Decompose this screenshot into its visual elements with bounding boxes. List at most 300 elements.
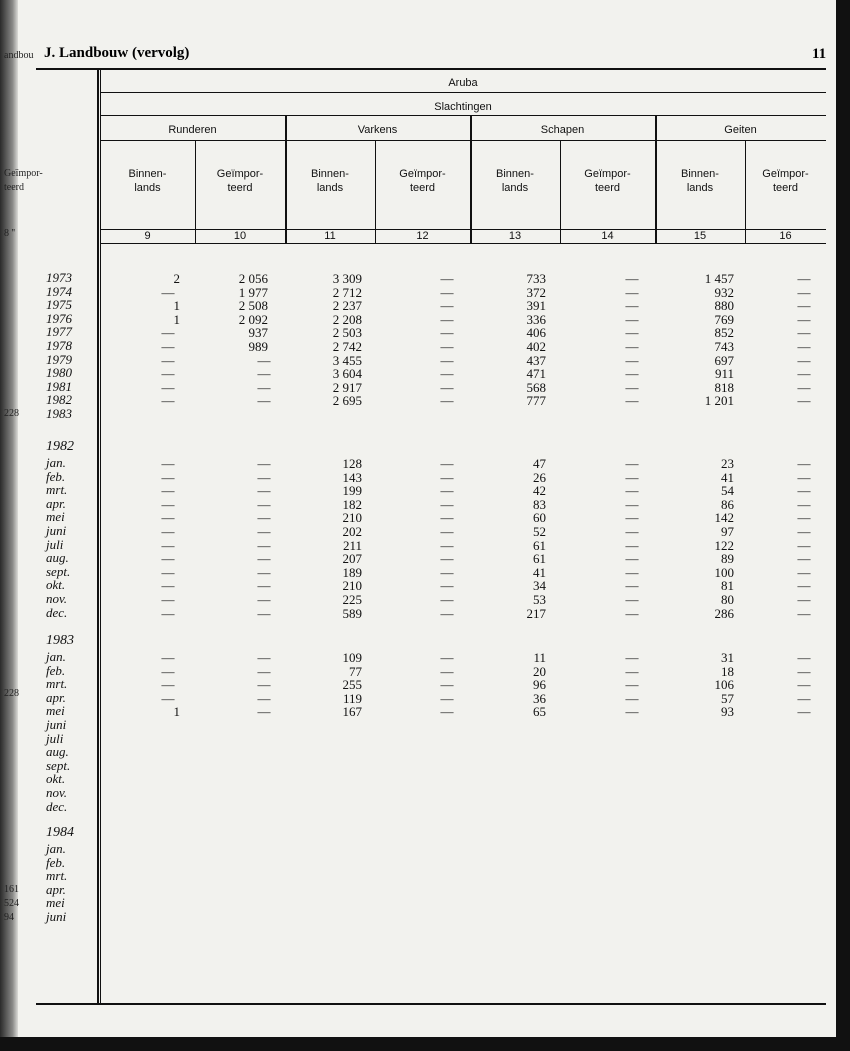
cell-dash: — [161, 496, 175, 512]
column-divider [100, 70, 101, 1003]
cell-dash: — [257, 483, 271, 499]
cell-value: 86 [721, 496, 734, 512]
cell-dash: — [161, 605, 175, 621]
cell-value: 286 [714, 605, 734, 621]
rule-line [285, 140, 470, 141]
row-label: apr. [46, 881, 66, 897]
cell-dash: — [161, 677, 175, 693]
cell-dash: — [625, 393, 639, 409]
cell-value: 372 [526, 284, 546, 300]
cell-value: 93 [721, 704, 734, 720]
cell-dash: — [797, 379, 811, 395]
cell-dash: — [161, 690, 175, 706]
previous-page-fragment: Geïmpor- [4, 168, 43, 179]
row-label: 1979 [46, 351, 72, 367]
column-number: 9 [144, 230, 151, 242]
cell-dash: — [161, 592, 175, 607]
column-header: Binnen- lands [128, 168, 167, 194]
cell-dash: — [797, 537, 811, 553]
cell-value: 437 [526, 352, 546, 368]
cell-value: 81 [721, 578, 734, 594]
row-label: feb. [46, 662, 66, 678]
previous-page-fragment: andbou [4, 50, 34, 61]
cell-value: 18 [721, 663, 734, 679]
cell-value: 96 [533, 677, 546, 693]
row-label: okt. [46, 577, 66, 593]
cell-value: 52 [533, 524, 546, 539]
cell-value: 211 [342, 537, 362, 553]
column-number: 13 [508, 230, 522, 242]
cell-dash: — [625, 366, 639, 382]
cell-dash: — [257, 537, 271, 553]
cell-value: 2 092 [238, 311, 268, 327]
row-label: apr. [46, 495, 66, 511]
cell-value: 2 237 [332, 298, 362, 314]
cell-dash: — [797, 690, 811, 706]
cell-dash: — [257, 524, 271, 539]
column-number: 14 [601, 230, 614, 242]
cell-dash: — [797, 456, 811, 471]
cell-value: 2 503 [332, 325, 362, 341]
cell-value: 3 309 [332, 271, 362, 286]
cell-dash: — [797, 551, 811, 567]
cell-dash: — [161, 379, 175, 395]
column-number: 10 [233, 230, 247, 242]
cell-dash: — [161, 524, 175, 539]
cell-dash: — [161, 469, 175, 485]
cell-dash: — [797, 284, 811, 300]
cell-dash: — [440, 352, 454, 368]
cell-dash: — [440, 469, 454, 485]
cell-dash: — [625, 271, 639, 286]
cell-dash: — [797, 352, 811, 368]
cell-dash: — [625, 469, 639, 485]
cell-value: 225 [342, 592, 362, 607]
cell-dash: — [797, 469, 811, 485]
cell-dash: — [257, 677, 271, 693]
row-label: 1982 [46, 392, 72, 408]
cell-dash: — [797, 339, 811, 354]
cell-dash: — [257, 663, 271, 679]
cell-dash: — [625, 663, 639, 679]
cell-dash: — [625, 704, 639, 720]
page-number: 11 [812, 46, 827, 62]
row-label: 1974 [46, 283, 72, 299]
cell-dash: — [625, 551, 639, 567]
cell-dash: — [161, 325, 175, 341]
cell-dash: — [625, 379, 639, 395]
row-label: dec. [46, 604, 68, 620]
row-label: sept. [46, 757, 71, 773]
cell-value: 743 [714, 339, 734, 354]
cell-value: 47 [533, 456, 546, 471]
cell-value: 89 [721, 551, 734, 567]
cell-value: 57 [721, 690, 734, 706]
cell-dash: — [257, 564, 271, 580]
cell-dash: — [625, 564, 639, 580]
cell-dash: — [440, 325, 454, 341]
column-header: Geïmpor- teerd [399, 168, 446, 194]
cell-value: 20 [533, 663, 546, 679]
cell-value: 182 [342, 496, 362, 512]
cell-dash: — [257, 704, 271, 720]
previous-page-fragment: teerd [4, 182, 24, 193]
cell-value: 23 [721, 456, 734, 471]
cell-value: 122 [714, 537, 734, 553]
cell-value: 210 [342, 510, 362, 526]
cell-dash: — [257, 393, 271, 409]
cell-dash: — [257, 605, 271, 621]
cell-value: 199 [342, 483, 362, 499]
row-label: mrt. [46, 676, 68, 692]
cell-dash: — [161, 578, 175, 594]
cell-value: 391 [526, 298, 546, 314]
row-label: feb. [46, 854, 66, 870]
row-label: dec. [46, 798, 68, 814]
row-label: 1980 [46, 365, 72, 381]
row-label: mrt. [46, 868, 68, 884]
cell-dash: — [257, 456, 271, 471]
cell-value: 41 [533, 564, 546, 580]
row-label: juli [46, 730, 64, 746]
cell-dash: — [440, 524, 454, 539]
cell-dash: — [440, 379, 454, 395]
cell-dash: — [440, 456, 454, 471]
column-header: Geïmpor- teerd [584, 168, 631, 194]
row-label: mei [46, 895, 65, 911]
cell-dash: — [161, 537, 175, 553]
row-label: jan. [46, 649, 66, 664]
cell-value: 2 742 [332, 339, 362, 354]
row-label: mei [46, 509, 65, 525]
cell-value: 911 [714, 366, 734, 382]
cell-dash: — [440, 537, 454, 553]
cell-dash: — [161, 352, 175, 368]
row-label: 1977 [46, 324, 72, 340]
cell-dash: — [257, 510, 271, 526]
cell-dash: — [797, 510, 811, 526]
year-heading: 1983 [46, 633, 74, 648]
cell-value: 83 [533, 496, 546, 512]
cell-value: 2 [173, 271, 180, 286]
cell-dash: — [161, 393, 175, 409]
cell-dash: — [625, 578, 639, 594]
cell-value: 36 [533, 690, 546, 706]
cell-dash: — [257, 366, 271, 382]
cell-value: 733 [526, 271, 546, 286]
cell-dash: — [440, 311, 454, 327]
cell-value: 406 [526, 325, 546, 341]
cell-value: 1 [173, 311, 180, 327]
cell-value: 61 [533, 551, 546, 567]
row-label: juni [46, 523, 67, 538]
column-number: 11 [324, 230, 336, 242]
cell-dash: — [797, 496, 811, 512]
cell-value: 53 [533, 592, 546, 607]
cell-value: 2 508 [238, 298, 268, 314]
cell-dash: — [797, 298, 811, 314]
cell-dash: — [625, 592, 639, 607]
cell-value: 54 [721, 483, 734, 499]
cell-value: 143 [342, 469, 362, 485]
cell-dash: — [257, 592, 271, 607]
column-header: Geïmpor- teerd [216, 168, 264, 194]
row-label: 1978 [46, 338, 72, 353]
cell-dash: — [440, 298, 454, 314]
column-header: Geïmpor- teerd [762, 168, 809, 194]
rule-line [100, 140, 285, 141]
cell-dash: — [625, 677, 639, 693]
cell-dash: — [440, 393, 454, 409]
cell-dash: — [797, 677, 811, 693]
cell-dash: — [797, 393, 811, 409]
cell-dash: — [161, 366, 175, 382]
cell-value: 11 [533, 650, 546, 665]
cell-value: 402 [526, 339, 546, 354]
cell-dash: — [440, 551, 454, 567]
rule-line [100, 243, 826, 244]
cell-dash: — [797, 704, 811, 720]
cell-value: 34 [533, 578, 546, 594]
cell-value: 41 [721, 469, 734, 485]
cell-dash: — [797, 578, 811, 594]
cell-value: 97 [721, 524, 734, 539]
row-label: 1983 [46, 406, 72, 421]
animal-header: Schapen [540, 124, 585, 136]
cell-value: 589 [342, 605, 362, 621]
cell-dash: — [440, 366, 454, 382]
cell-dash: — [625, 325, 639, 341]
cell-value: 109 [342, 650, 362, 665]
cell-dash: — [625, 690, 639, 706]
cell-dash: — [257, 496, 271, 512]
row-label: apr. [46, 689, 66, 705]
cell-dash: — [440, 496, 454, 512]
cell-dash: — [161, 339, 175, 354]
cell-value: 1 [173, 298, 180, 314]
cell-value: 471 [526, 366, 546, 382]
column-divider [97, 70, 99, 1003]
cell-value: 189 [342, 564, 362, 580]
cell-dash: — [797, 325, 811, 341]
cell-dash: — [161, 551, 175, 567]
cell-value: 207 [342, 551, 362, 567]
cell-value: 932 [714, 284, 734, 300]
previous-page-fragment: 228 [4, 408, 19, 419]
cell-dash: — [161, 663, 175, 679]
row-label: 1975 [46, 297, 72, 313]
cell-value: 1 201 [704, 393, 734, 409]
previous-page-fragment: 94 [4, 912, 14, 923]
column-header: Binnen- lands [681, 168, 719, 194]
cell-dash: — [797, 366, 811, 382]
rule-line [36, 1003, 826, 1005]
cell-value: 1 457 [704, 271, 734, 286]
rule-line [36, 68, 826, 70]
cell-dash: — [797, 650, 811, 665]
cell-dash: — [797, 271, 811, 286]
column-number: 12 [416, 230, 429, 242]
rule-line [470, 140, 655, 141]
cell-dash: — [440, 650, 454, 665]
cell-value: 880 [714, 298, 734, 314]
cell-dash: — [625, 284, 639, 300]
cell-dash: — [257, 690, 271, 706]
row-label: okt. [46, 771, 66, 787]
cell-dash: — [625, 483, 639, 499]
row-label: juni [46, 909, 67, 924]
cell-value: 697 [714, 352, 734, 368]
previous-page-fragment: 228 [4, 688, 19, 699]
cell-dash: — [440, 284, 454, 300]
cell-value: 1 [173, 704, 180, 720]
row-label: aug. [46, 550, 69, 566]
row-label: juli [46, 536, 64, 552]
cell-dash: — [257, 551, 271, 567]
row-label: jan. [46, 455, 66, 470]
cell-value: 568 [526, 379, 546, 395]
cell-value: 2 208 [332, 311, 362, 327]
row-label: nov. [46, 591, 68, 606]
year-heading: 1984 [46, 825, 74, 840]
column-number: 15 [693, 230, 707, 242]
cell-dash: — [161, 456, 175, 471]
row-label: nov. [46, 785, 68, 800]
cell-value: 336 [526, 311, 546, 327]
cell-dash: — [257, 578, 271, 594]
cell-dash: — [625, 537, 639, 553]
cell-value: 26 [533, 469, 546, 485]
cell-dash: — [440, 663, 454, 679]
cell-value: 2 695 [332, 393, 362, 409]
animal-header: Varkens [357, 124, 398, 136]
row-label: sept. [46, 563, 71, 579]
column-number: 16 [779, 230, 792, 242]
row-label: aug. [46, 744, 69, 760]
cell-dash: — [625, 650, 639, 665]
cell-value: 255 [342, 677, 362, 693]
cell-value: 777 [526, 393, 546, 409]
row-label: 1976 [46, 310, 72, 326]
cell-dash: — [440, 592, 454, 607]
cell-dash: — [440, 564, 454, 580]
cell-dash: — [440, 271, 454, 286]
cell-dash: — [161, 564, 175, 580]
cell-dash: — [440, 483, 454, 499]
group-header-slachtingen: Slachtingen [434, 101, 492, 113]
cell-value: 106 [714, 677, 734, 693]
row-label: mrt. [46, 482, 68, 498]
year-heading: 1982 [46, 439, 74, 454]
rule-line [100, 115, 826, 116]
cell-value: 60 [533, 510, 546, 526]
cell-dash: — [161, 650, 175, 665]
cell-dash: — [440, 677, 454, 693]
cell-value: 210 [342, 578, 362, 594]
cell-dash: — [440, 339, 454, 354]
cell-dash: — [797, 311, 811, 327]
previous-page-fragment: 8 '' [4, 228, 16, 239]
animal-header: Geiten [724, 124, 757, 136]
cell-value: 167 [342, 704, 362, 720]
cell-value: 142 [714, 510, 734, 526]
cell-value: 80 [721, 592, 734, 607]
cell-dash: — [257, 352, 271, 368]
cell-value: 100 [714, 564, 734, 580]
cell-value: 2 712 [332, 284, 362, 300]
row-label: 1981 [46, 378, 72, 394]
rule-line [655, 140, 826, 141]
cell-dash: — [440, 510, 454, 526]
cell-value: 202 [342, 524, 362, 539]
group-header-aruba: Aruba [448, 77, 478, 89]
previous-page-edge [0, 0, 43, 1037]
cell-dash: — [797, 605, 811, 621]
cell-value: 3 604 [332, 366, 362, 382]
cell-value: 818 [714, 379, 734, 395]
cell-dash: — [625, 524, 639, 539]
cell-value: 2 056 [238, 271, 268, 286]
cell-dash: — [440, 605, 454, 621]
cell-dash: — [625, 311, 639, 327]
animal-header: Runderen [168, 124, 217, 136]
cell-dash: — [625, 352, 639, 368]
cell-dash: — [161, 284, 175, 300]
cell-value: 1 977 [238, 284, 268, 300]
column-header: Binnen- lands [311, 168, 349, 194]
cell-value: 937 [248, 325, 268, 341]
cell-dash: — [440, 704, 454, 720]
cell-dash: — [257, 469, 271, 485]
cell-value: 3 455 [332, 352, 362, 368]
cell-dash: — [625, 496, 639, 512]
cell-dash: — [797, 592, 811, 607]
previous-page-fragment: 524 [4, 898, 19, 909]
cell-dash: — [797, 564, 811, 580]
column-header: Binnen- lands [496, 168, 534, 194]
cell-value: 989 [248, 339, 268, 354]
row-label: 1973 [46, 270, 72, 285]
cell-value: 217 [526, 605, 546, 621]
row-label: juni [46, 717, 67, 732]
cell-dash: — [625, 510, 639, 526]
cell-dash: — [440, 578, 454, 594]
previous-page-fragment: 161 [4, 884, 19, 895]
cell-value: 769 [714, 311, 734, 327]
cell-dash: — [625, 456, 639, 471]
cell-value: 2 917 [332, 379, 362, 395]
page-title: J. Landbouw (vervolg) [44, 45, 190, 61]
cell-dash: — [161, 483, 175, 499]
cell-dash: — [625, 339, 639, 354]
row-label: feb. [46, 468, 66, 484]
cell-dash: — [625, 605, 639, 621]
cell-value: 119 [342, 690, 362, 706]
cell-value: 77 [349, 663, 362, 679]
cell-value: 128 [342, 456, 362, 471]
cell-dash: — [797, 524, 811, 539]
cell-dash: — [161, 510, 175, 526]
cell-dash: — [257, 650, 271, 665]
cell-value: 65 [533, 704, 546, 720]
cell-dash: — [797, 483, 811, 499]
cell-value: 852 [714, 325, 734, 341]
cell-value: 31 [721, 650, 734, 665]
cell-dash: — [257, 379, 271, 395]
cell-dash: — [625, 298, 639, 314]
cell-value: 61 [533, 537, 546, 553]
cell-value: 42 [533, 483, 546, 499]
